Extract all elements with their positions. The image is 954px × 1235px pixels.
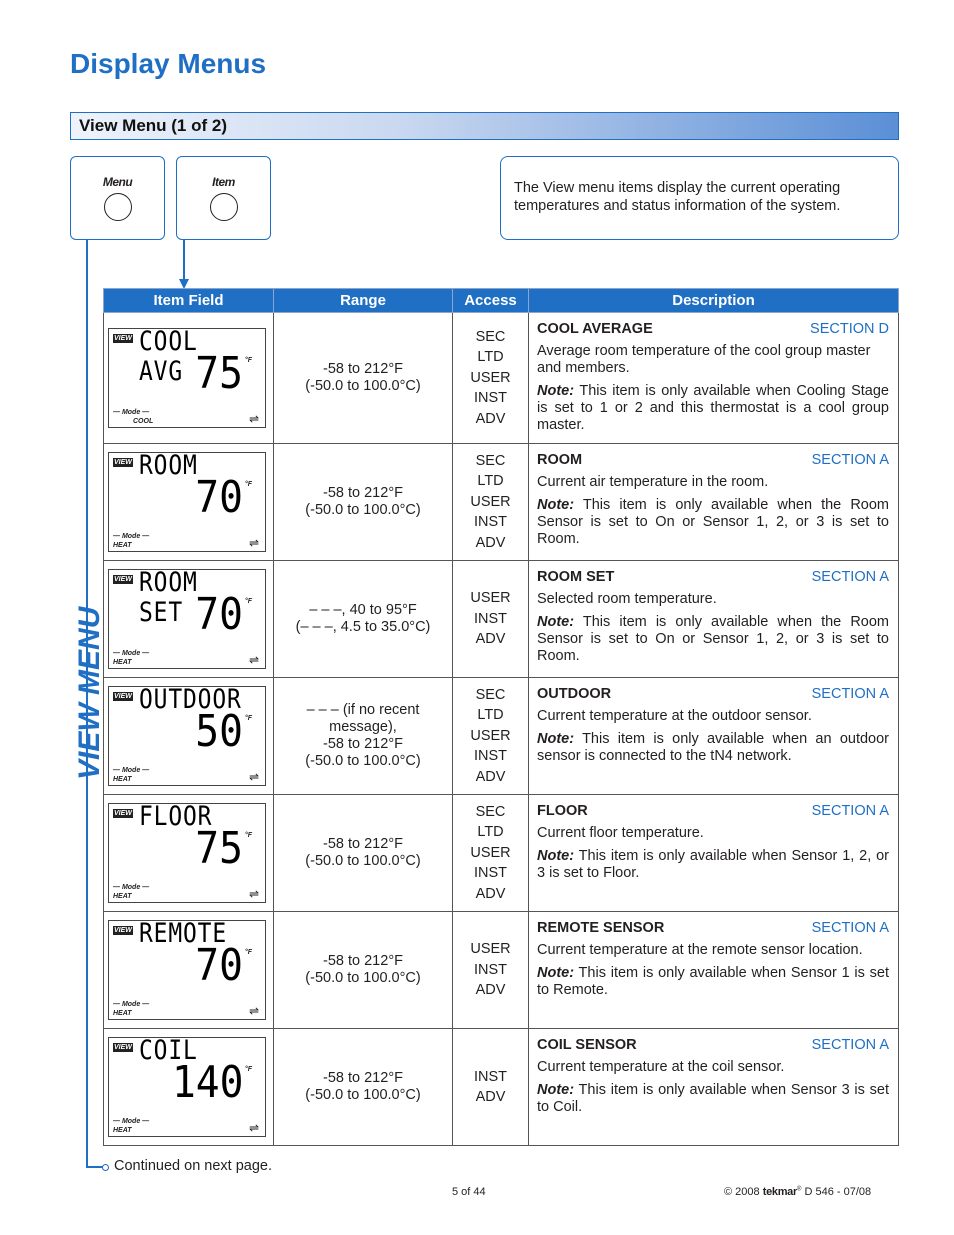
header-description: Description (529, 289, 899, 313)
lcd-mode-value: COOL (133, 418, 154, 425)
menu-button-label: Menu (102, 175, 133, 189)
section-link[interactable]: SECTION A (811, 803, 889, 819)
lcd-mode-value: HEAT (113, 1010, 132, 1017)
item-button-label: Item (212, 175, 235, 189)
item-description: Current floor temperature. (537, 825, 704, 841)
table-row (104, 313, 899, 444)
swap-arrows-icon: ⇌ (248, 1004, 259, 1018)
item-connector-line (183, 240, 185, 280)
lcd-item-text: COOL AVG (139, 326, 198, 387)
table-row (104, 678, 899, 795)
page-number: 5 of 44 (452, 1186, 486, 1198)
lcd-mode-value: HEAT (113, 893, 132, 900)
lcd-view-indicator: VIEW (114, 576, 132, 583)
lcd-value: 140 (171, 1057, 243, 1108)
intro-text: The View menu items display the current operating temperatures and status information of the system. (500, 156, 899, 240)
item-description: Current temperature at the coil sensor. (537, 1059, 785, 1075)
access-cell: USER INST ADV (453, 561, 529, 678)
lcd-display (108, 1037, 266, 1137)
description-cell (529, 444, 899, 561)
lcd-mode-value: HEAT (113, 1127, 132, 1134)
item-note (537, 1082, 889, 1116)
section-header: View Menu (1 of 2) (70, 112, 899, 140)
lcd-mode-label: — Mode — (113, 884, 150, 891)
item-name: FLOOR (537, 803, 588, 819)
section-link[interactable]: SECTION A (811, 569, 889, 585)
header-access: Access (453, 289, 529, 313)
item-note (537, 965, 889, 999)
access-cell: SEC LTD USER INST ADV (453, 678, 529, 795)
lcd-display (108, 452, 266, 552)
note-label: Note: (537, 497, 575, 513)
lcd-unit: °F (244, 949, 252, 956)
item-note (537, 731, 889, 765)
note-text: This item is only available when the Room Sensor is set to On or Sensor 1, 2, or 3 is set to Room. (537, 497, 889, 547)
note-text: This item is only available when Sensor 1, 2, or 3 is set to Floor. (537, 848, 889, 881)
lcd-value: 70 (195, 472, 243, 523)
item-field-cell (104, 795, 274, 912)
swap-arrows-icon: ⇌ (248, 887, 259, 901)
range-cell: -58 to 212°F (-50.0 to 100.0°C) (274, 795, 453, 912)
swap-arrows-icon: ⇌ (248, 1121, 259, 1135)
description-cell (529, 678, 899, 795)
menu-button[interactable] (104, 193, 132, 221)
access-cell: SEC LTD USER INST ADV (453, 313, 529, 444)
lcd-mode-label: — Mode — (113, 409, 150, 416)
section-link[interactable]: SECTION A (811, 686, 889, 702)
lcd-view-indicator: VIEW (114, 459, 132, 466)
header-item-field: Item Field (104, 289, 274, 313)
lcd-mode-value: HEAT (113, 542, 132, 549)
swap-arrows-icon: ⇌ (248, 536, 259, 550)
note-text: This item is only available when the Room Sensor is set to On or Sensor 1, 2, or 3 is set to Room. (537, 614, 889, 664)
lcd-view-indicator: VIEW (114, 335, 132, 342)
note-text: This item is only available when Cooling Stage is set to 1 or 2 and this thermostat is a cool group master. (537, 383, 889, 433)
note-label: Note: (537, 965, 575, 981)
lcd-mode-label: — Mode — (113, 1001, 150, 1008)
lcd-display (108, 803, 266, 903)
lcd-item-text: ROOM (139, 450, 198, 481)
note-label: Note: (537, 383, 575, 399)
item-name: COOL AVERAGE (537, 321, 653, 337)
description-cell (529, 795, 899, 912)
lcd-display (108, 920, 266, 1020)
access-cell: INST ADV (453, 1029, 529, 1146)
lcd-unit: °F (244, 598, 252, 605)
access-cell: SEC LTD USER INST ADV (453, 444, 529, 561)
footer-copyright (724, 1186, 871, 1198)
item-description: Current temperature at the outdoor sensor. (537, 708, 812, 724)
lcd-item-text: FLOOR (139, 801, 213, 832)
note-label: Note: (537, 614, 575, 630)
lcd-item-text: REMOTE (139, 918, 228, 949)
range-cell: -58 to 212°F (-50.0 to 100.0°C) (274, 1029, 453, 1146)
item-note (537, 497, 889, 548)
lcd-mode-label: — Mode — (113, 650, 150, 657)
lcd-mode-label: — Mode — (113, 533, 150, 540)
item-description: Selected room temperature. (537, 591, 717, 607)
item-name: ROOM SET (537, 569, 615, 585)
access-cell: USER INST ADV (453, 912, 529, 1029)
lcd-unit: °F (244, 1066, 252, 1073)
doc-number: D 546 - 07/08 (804, 1186, 872, 1198)
item-description: Current temperature at the remote sensor location. (537, 942, 863, 958)
lcd-item-text: COIL (139, 1035, 198, 1066)
lcd-value: 75 (195, 348, 243, 399)
continued-dot-icon (102, 1164, 109, 1171)
range-cell: – – –, 40 to 95°F (– – –, 4.5 to 35.0°C) (274, 561, 453, 678)
table-row (104, 561, 899, 678)
lcd-value: 75 (195, 823, 243, 874)
lcd-value: 70 (195, 589, 243, 640)
lcd-unit: °F (244, 357, 252, 364)
note-label: Note: (537, 848, 575, 864)
description-cell (529, 912, 899, 1029)
note-text: This item is only available when an outdoor sensor is connected to the tN4 network. (537, 731, 889, 764)
note-label: Note: (537, 731, 575, 747)
lcd-display (108, 569, 266, 669)
lcd-view-indicator: VIEW (114, 1044, 132, 1051)
page-title: Display Menus (70, 48, 267, 79)
description-cell (529, 1029, 899, 1146)
item-button-card[interactable] (176, 156, 271, 240)
lcd-mode-value: HEAT (113, 659, 132, 666)
note-text: This item is only available when Sensor 3 is set to Coil. (537, 1082, 889, 1115)
table-row (104, 444, 899, 561)
item-field-cell (104, 678, 274, 795)
lcd-view-indicator: VIEW (114, 693, 132, 700)
item-field-cell (104, 313, 274, 444)
item-note (537, 614, 889, 665)
item-description: Current air temperature in the room. (537, 474, 769, 490)
view-menu-table (103, 288, 899, 1146)
table-row (104, 912, 899, 1029)
lcd-view-indicator: VIEW (114, 927, 132, 934)
table-row (104, 795, 899, 912)
item-name: REMOTE SENSOR (537, 920, 665, 936)
menu-button-card[interactable] (70, 156, 165, 240)
brand-logo: tekmar (762, 1186, 797, 1198)
item-name: ROOM (537, 452, 583, 468)
lcd-display (108, 328, 266, 428)
copyright-year: © 2008 (724, 1186, 760, 1198)
lcd-mode-label: — Mode — (113, 767, 150, 774)
table-row (104, 1029, 899, 1146)
lcd-unit: °F (244, 832, 252, 839)
section-link[interactable]: SECTION A (811, 920, 889, 936)
lcd-item-text: ROOM SET (139, 567, 198, 628)
item-name: COIL SENSOR (537, 1037, 637, 1053)
item-button[interactable] (210, 193, 238, 221)
lcd-unit: °F (244, 715, 252, 722)
note-label: Note: (537, 1082, 575, 1098)
header-range: Range (274, 289, 453, 313)
range-cell: -58 to 212°F (-50.0 to 100.0°C) (274, 313, 453, 444)
lcd-mode-label: — Mode — (113, 1118, 150, 1125)
swap-arrows-icon: ⇌ (248, 770, 259, 784)
item-field-cell (104, 444, 274, 561)
note-text: This item is only available when Sensor 1 is set to Remote. (537, 965, 889, 998)
continued-note: Continued on next page. (114, 1158, 273, 1174)
item-field-cell (104, 561, 274, 678)
section-link[interactable]: SECTION A (811, 452, 889, 468)
range-cell: -58 to 212°F (-50.0 to 100.0°C) (274, 444, 453, 561)
swap-arrows-icon: ⇌ (248, 412, 259, 426)
swap-arrows-icon: ⇌ (248, 653, 259, 667)
lcd-unit: °F (244, 481, 252, 488)
range-cell: – – – (if no recent message), -58 to 212°F (-50.0 to 100.0°C) (274, 678, 453, 795)
lcd-value: 50 (195, 706, 243, 757)
access-cell: SEC LTD USER INST ADV (453, 795, 529, 912)
item-field-cell (104, 912, 274, 1029)
lcd-display (108, 686, 266, 786)
lcd-value: 70 (195, 940, 243, 991)
item-note (537, 383, 889, 434)
view-menu-side-label: VIEW MENU (73, 606, 106, 780)
item-name: OUTDOOR (537, 686, 612, 702)
range-cell: -58 to 212°F (-50.0 to 100.0°C) (274, 912, 453, 1029)
item-note (537, 848, 889, 882)
item-description: Average room temperature of the cool group master and members. (537, 343, 871, 376)
lcd-mode-value: HEAT (113, 776, 132, 783)
description-cell (529, 313, 899, 444)
lcd-item-text: OUTDOOR (139, 684, 242, 715)
lcd-view-indicator: VIEW (114, 810, 132, 817)
registered-mark: ® (796, 1186, 802, 1193)
description-cell (529, 561, 899, 678)
item-field-cell (104, 1029, 274, 1146)
section-link[interactable]: SECTION A (811, 1037, 889, 1053)
section-link[interactable]: SECTION D (810, 321, 889, 337)
